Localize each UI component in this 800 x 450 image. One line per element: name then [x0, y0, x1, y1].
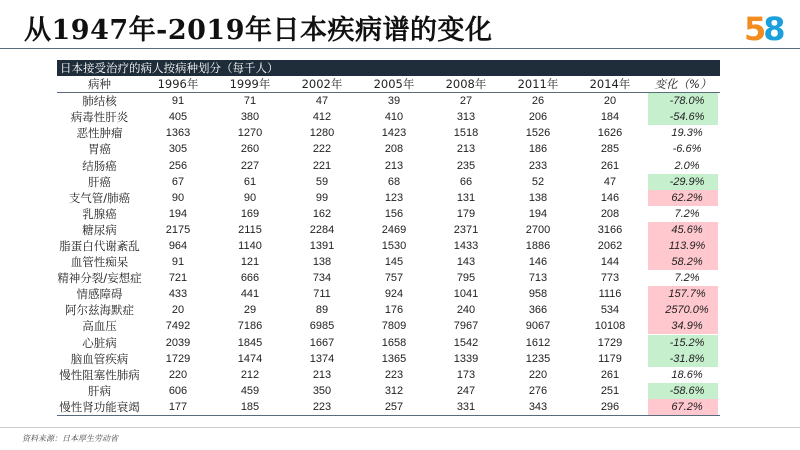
- value-cell: 177: [142, 399, 214, 416]
- table-row: [57, 302, 720, 318]
- change-value: -6.6%: [672, 143, 702, 156]
- value-cell: 459: [240, 384, 260, 397]
- column-header: 1999年: [214, 76, 286, 93]
- table-row: [57, 383, 720, 399]
- value-cell: 296: [574, 399, 646, 416]
- change-cell: [646, 125, 720, 141]
- value-cell: 213: [312, 368, 332, 381]
- value-cell: 169: [240, 207, 260, 220]
- value-cell: 2371: [453, 223, 479, 236]
- change-cell: [646, 286, 720, 302]
- value-cell: 1041: [453, 288, 479, 301]
- value-cell: 1474: [237, 352, 263, 365]
- disease-table: [57, 60, 720, 416]
- value-cell: 1235: [525, 352, 551, 365]
- value-cell: 1280: [309, 127, 335, 140]
- value-cell: 713: [528, 272, 548, 285]
- logo-digit: 8: [763, 10, 786, 48]
- table-row: [57, 335, 720, 351]
- value-cell: 7967: [453, 320, 479, 333]
- title-divider: [0, 48, 800, 49]
- value-cell: 924: [384, 288, 404, 301]
- change-cell: [646, 157, 720, 173]
- change-value: -15.2%: [648, 335, 718, 351]
- change-cell: [646, 174, 720, 190]
- change-cell: [646, 238, 720, 254]
- change-value: 2570.0%: [648, 302, 718, 318]
- value-cell: 220: [168, 368, 188, 381]
- value-cell: 235: [456, 159, 476, 172]
- change-value: 7.2%: [674, 207, 700, 220]
- value-cell: 9067: [525, 320, 551, 333]
- disease-cell: 乳腺癌: [82, 206, 117, 221]
- value-cell: 312: [384, 384, 404, 397]
- change-value: -31.8%: [648, 351, 718, 367]
- change-cell: [646, 109, 720, 125]
- value-cell: 441: [240, 288, 260, 301]
- value-cell: 143: [456, 256, 476, 269]
- disease-cell: 糖尿病: [82, 222, 117, 237]
- value-cell: 1423: [381, 127, 407, 140]
- value-cell: 1542: [453, 336, 479, 349]
- value-cell: 1116: [598, 288, 622, 301]
- value-cell: 71: [243, 95, 257, 108]
- change-value: 19.3%: [671, 127, 703, 140]
- value-cell: 47: [315, 95, 329, 108]
- value-cell: 313: [456, 111, 476, 124]
- disease-cell: 肝癌: [88, 174, 111, 189]
- value-cell: 145: [384, 256, 404, 269]
- change-cell: [646, 318, 720, 334]
- value-cell: 380: [240, 111, 260, 124]
- value-cell: 795: [456, 272, 476, 285]
- value-cell: 1140: [238, 239, 262, 252]
- change-cell: [646, 399, 720, 416]
- value-cell: 99: [315, 191, 329, 204]
- change-cell: [646, 383, 720, 399]
- value-cell: 1886: [525, 239, 551, 252]
- brand-logo: [744, 10, 784, 48]
- value-cell: 343: [502, 399, 574, 416]
- value-cell: 39: [387, 95, 401, 108]
- value-cell: 206: [528, 111, 548, 124]
- value-cell: 2284: [309, 223, 335, 236]
- change-value: 67.2%: [648, 399, 718, 415]
- column-header: 2005年: [358, 76, 430, 93]
- column-header: 1996年: [142, 76, 214, 93]
- value-cell: 66: [459, 175, 473, 188]
- value-cell: 1658: [381, 336, 407, 349]
- change-cell: [646, 302, 720, 318]
- disease-cell: 病毒性肝炎: [70, 110, 129, 125]
- disease-cell: 支气管/肺癌: [68, 190, 131, 205]
- value-cell: 1526: [525, 127, 551, 140]
- value-cell: 7186: [237, 320, 263, 333]
- table-row: [57, 222, 720, 238]
- column-header: 2011年: [502, 76, 574, 93]
- change-cell: [646, 367, 720, 383]
- value-cell: 91: [171, 95, 185, 108]
- table-row: [57, 254, 720, 270]
- table-row: [57, 318, 720, 334]
- value-cell: 240: [456, 304, 476, 317]
- value-cell: 366: [528, 304, 548, 317]
- value-cell: 208: [384, 143, 404, 156]
- value-cell: 61: [243, 175, 257, 188]
- value-cell: 223: [286, 399, 358, 416]
- value-cell: 47: [603, 175, 617, 188]
- value-cell: 251: [600, 384, 620, 397]
- value-cell: 1433: [453, 239, 479, 252]
- disease-cell: 结肠癌: [82, 158, 117, 173]
- logo-digits: 5: [744, 10, 767, 48]
- value-cell: 10108: [594, 320, 626, 333]
- value-cell: 213: [384, 159, 404, 172]
- change-cell: [646, 206, 720, 222]
- change-cell: [646, 190, 720, 206]
- change-value: 18.6%: [671, 368, 703, 381]
- value-cell: 144: [600, 256, 620, 269]
- value-cell: 185: [214, 399, 286, 416]
- value-cell: 89: [315, 304, 329, 317]
- value-cell: 59: [315, 175, 329, 188]
- table-row: [57, 190, 720, 206]
- value-cell: 176: [384, 304, 404, 317]
- value-cell: 52: [531, 175, 545, 188]
- value-cell: 194: [528, 207, 548, 220]
- value-cell: 757: [384, 272, 404, 285]
- value-cell: 285: [600, 143, 620, 156]
- value-cell: 276: [528, 384, 548, 397]
- change-cell: [646, 222, 720, 238]
- value-cell: 260: [240, 143, 260, 156]
- value-cell: 256: [168, 159, 188, 172]
- value-cell: 1365: [381, 352, 407, 365]
- value-cell: 606: [168, 384, 188, 397]
- value-cell: 213: [456, 143, 476, 156]
- change-value: 157.7%: [648, 286, 718, 302]
- table-row: [57, 351, 720, 367]
- value-cell: 412: [312, 111, 332, 124]
- value-cell: 146: [528, 256, 548, 269]
- disease-cell: 脂蛋白代谢紊乱: [59, 238, 140, 253]
- table-row: [57, 125, 720, 141]
- value-cell: 67: [171, 175, 185, 188]
- change-value: 45.6%: [648, 222, 718, 238]
- value-cell: 68: [387, 175, 401, 188]
- value-cell: 138: [528, 191, 548, 204]
- value-cell: 90: [171, 191, 185, 204]
- value-cell: 146: [600, 191, 620, 204]
- value-cell: 1845: [237, 336, 263, 349]
- value-cell: 7492: [165, 320, 191, 333]
- value-cell: 162: [312, 207, 332, 220]
- header-row: [57, 76, 720, 93]
- change-value: 7.2%: [674, 272, 700, 285]
- value-cell: 1179: [598, 352, 622, 365]
- value-cell: 534: [600, 304, 620, 317]
- value-cell: 1729: [597, 336, 623, 349]
- disease-cell: 血管性痴呆: [70, 255, 129, 270]
- value-cell: 1626: [597, 127, 623, 140]
- value-cell: 179: [456, 207, 476, 220]
- change-value: 58.2%: [648, 254, 718, 270]
- value-cell: 20: [171, 304, 185, 317]
- value-cell: 2700: [525, 223, 551, 236]
- value-cell: 350: [312, 384, 332, 397]
- value-cell: 1339: [453, 352, 479, 365]
- value-cell: 233: [528, 159, 548, 172]
- table-row: [57, 367, 720, 383]
- value-cell: 2039: [165, 336, 191, 349]
- change-cell: [646, 270, 720, 286]
- value-cell: 964: [168, 239, 188, 252]
- value-cell: 221: [312, 159, 332, 172]
- value-cell: 247: [456, 384, 476, 397]
- change-value: 113.9%: [648, 238, 718, 254]
- value-cell: 1363: [165, 127, 191, 140]
- value-cell: 222: [312, 143, 332, 156]
- change-value: -78.0%: [648, 93, 718, 109]
- disease-cell: 心脏病: [82, 335, 117, 350]
- value-cell: 220: [528, 368, 548, 381]
- value-cell: 2469: [381, 223, 407, 236]
- value-cell: 405: [168, 111, 188, 124]
- value-cell: 1667: [309, 336, 335, 349]
- change-value: -58.6%: [648, 383, 718, 399]
- footer-divider: [0, 427, 800, 428]
- value-cell: 131: [456, 191, 476, 204]
- value-cell: 29: [243, 304, 257, 317]
- column-header: 2002年: [286, 76, 358, 93]
- change-value: -29.9%: [648, 174, 718, 190]
- disease-cell: 高血压: [82, 319, 117, 334]
- value-cell: 20: [603, 95, 617, 108]
- value-cell: 184: [600, 111, 620, 124]
- value-cell: 26: [531, 95, 545, 108]
- change-cell: [646, 141, 720, 157]
- value-cell: 91: [171, 256, 185, 269]
- value-cell: 7809: [381, 320, 407, 333]
- table-row: [57, 141, 720, 157]
- value-cell: 212: [240, 368, 260, 381]
- value-cell: 223: [384, 368, 404, 381]
- value-cell: 208: [600, 207, 620, 220]
- table-row: [57, 286, 720, 302]
- value-cell: 734: [312, 272, 332, 285]
- value-cell: 331: [430, 399, 502, 416]
- table-row: [57, 270, 720, 286]
- value-cell: 1518: [453, 127, 479, 140]
- disease-cell: 慢性阻塞性肺病: [59, 367, 140, 382]
- value-cell: 121: [240, 256, 260, 269]
- change-cell: [646, 351, 720, 367]
- disease-cell: 阿尔兹海默症: [65, 303, 134, 318]
- table-row: [57, 109, 720, 125]
- value-cell: 1374: [309, 352, 335, 365]
- value-cell: 90: [243, 191, 257, 204]
- value-cell: 1530: [381, 239, 407, 252]
- slide-title: 从1947年-2019年日本疾病谱的变化: [24, 15, 493, 46]
- table-row: [57, 93, 720, 110]
- value-cell: 1612: [525, 336, 551, 349]
- table-caption: 日本接受治疗的病人按病种划分（每千人）: [57, 60, 720, 76]
- change-cell: [646, 254, 720, 270]
- source-note: 资料来源：日本厚生劳动省: [22, 434, 118, 443]
- value-cell: 186: [528, 143, 548, 156]
- change-value: 34.9%: [648, 318, 718, 334]
- table-row: [57, 206, 720, 222]
- value-cell: 257: [358, 399, 430, 416]
- table-row: [57, 157, 720, 173]
- value-cell: 227: [240, 159, 260, 172]
- disease-cell: 慢性肾功能衰竭: [57, 399, 142, 416]
- value-cell: 261: [600, 159, 620, 172]
- table-row: [57, 174, 720, 190]
- change-value: 62.2%: [648, 190, 718, 206]
- table-row: [57, 399, 720, 416]
- value-cell: 721: [168, 272, 188, 285]
- disease-cell: 精神分裂/妄想症: [57, 271, 142, 286]
- value-cell: 6985: [309, 320, 335, 333]
- table-row: [57, 238, 720, 254]
- value-cell: 194: [168, 207, 188, 220]
- value-cell: 433: [168, 288, 188, 301]
- disease-cell: 恶性肿瘤: [76, 126, 123, 141]
- value-cell: 27: [459, 95, 473, 108]
- disease-cell: 情感障碍: [76, 287, 123, 302]
- value-cell: 711: [313, 288, 331, 301]
- column-header-change: 变化（%）: [646, 76, 720, 93]
- disease-cell: 胃癌: [88, 142, 111, 157]
- value-cell: 1729: [165, 352, 191, 365]
- value-cell: 156: [384, 207, 404, 220]
- disease-cell: 肺结核: [82, 94, 117, 109]
- disease-cell: 肝病: [88, 383, 111, 398]
- column-header: 2008年: [430, 76, 502, 93]
- change-value: -54.6%: [648, 109, 718, 125]
- column-header: 2014年: [574, 76, 646, 93]
- value-cell: 1270: [237, 127, 263, 140]
- value-cell: 173: [456, 368, 476, 381]
- change-cell: [646, 93, 720, 110]
- disease-cell: 脑血管疾病: [70, 351, 129, 366]
- value-cell: 666: [240, 272, 260, 285]
- change-value: 2.0%: [674, 159, 700, 172]
- value-cell: 305: [168, 143, 188, 156]
- value-cell: 410: [384, 111, 404, 124]
- value-cell: 123: [384, 191, 404, 204]
- column-header: 病种: [57, 76, 142, 93]
- value-cell: 261: [600, 368, 620, 381]
- value-cell: 958: [528, 288, 548, 301]
- value-cell: 3166: [597, 223, 623, 236]
- value-cell: 138: [312, 256, 332, 269]
- change-cell: [646, 335, 720, 351]
- value-cell: 1391: [309, 239, 335, 252]
- value-cell: 773: [600, 272, 620, 285]
- value-cell: 2175: [165, 223, 191, 236]
- value-cell: 2062: [597, 239, 623, 252]
- value-cell: 2115: [238, 223, 262, 236]
